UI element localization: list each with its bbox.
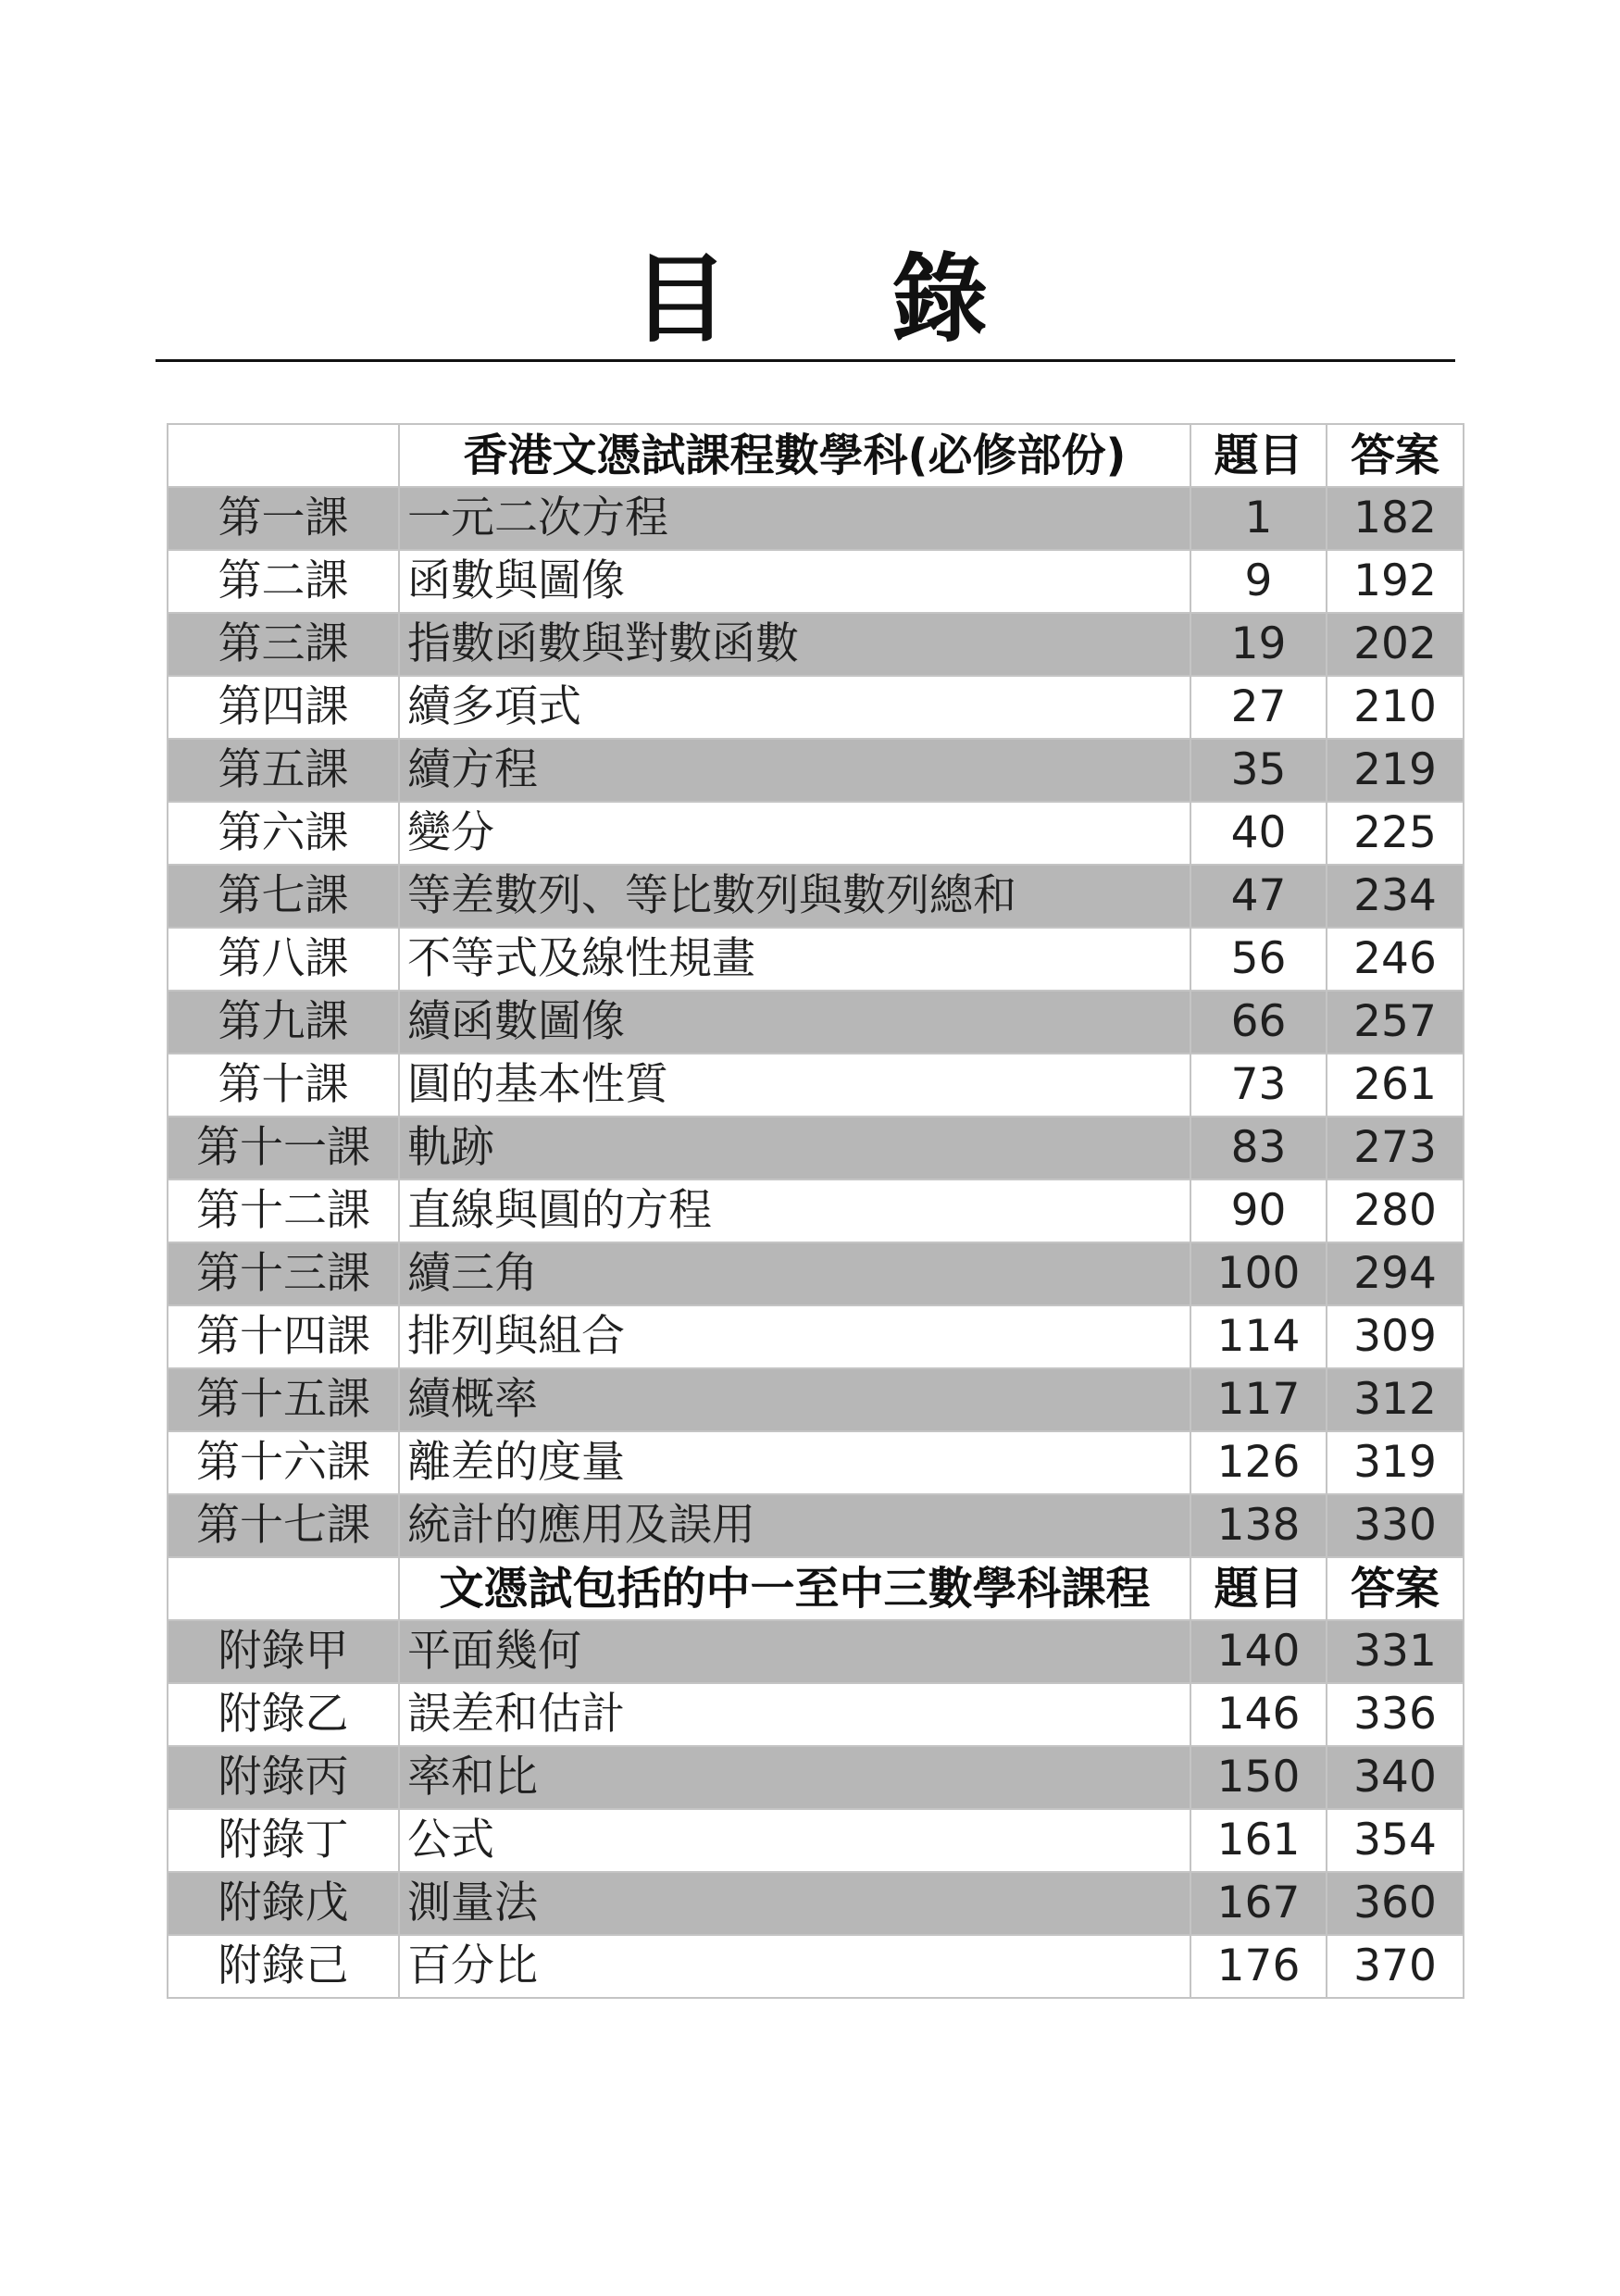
answer-page-number: 261 bbox=[1327, 1054, 1464, 1117]
toc-row[interactable] bbox=[168, 550, 1464, 613]
lesson-label: 第五課 bbox=[168, 739, 399, 802]
section-header-label bbox=[168, 1557, 399, 1620]
topic-title: 不等式及線性規畫 bbox=[399, 928, 1190, 991]
answer-page-number: 330 bbox=[1327, 1494, 1464, 1557]
toc-row[interactable] bbox=[168, 1746, 1464, 1809]
topic-title: 續函數圖像 bbox=[399, 991, 1190, 1054]
answer-page-number: 210 bbox=[1327, 676, 1464, 739]
topic-title: 統計的應用及誤用 bbox=[399, 1494, 1190, 1557]
topic-title: 函數與圖像 bbox=[399, 550, 1190, 613]
question-page-number: 35 bbox=[1190, 739, 1327, 802]
lesson-label: 第十四課 bbox=[168, 1305, 399, 1368]
answer-page-number: 312 bbox=[1327, 1368, 1464, 1431]
toc-row[interactable] bbox=[168, 1935, 1464, 1998]
lesson-label: 第一課 bbox=[168, 487, 399, 550]
lesson-label: 附錄乙 bbox=[168, 1683, 399, 1746]
question-page-number: 150 bbox=[1190, 1746, 1327, 1809]
answer-page-number: 280 bbox=[1327, 1179, 1464, 1242]
toc-row[interactable] bbox=[168, 1872, 1464, 1935]
toc-row[interactable] bbox=[168, 1242, 1464, 1305]
lesson-label: 附錄戊 bbox=[168, 1872, 399, 1935]
question-page-number: 90 bbox=[1190, 1179, 1327, 1242]
topic-title: 直線與圓的方程 bbox=[399, 1179, 1190, 1242]
topic-title: 公式 bbox=[399, 1809, 1190, 1872]
answer-page-number: 219 bbox=[1327, 739, 1464, 802]
toc-row[interactable] bbox=[168, 613, 1464, 676]
toc-row[interactable] bbox=[168, 1054, 1464, 1117]
topic-title: 平面幾何 bbox=[399, 1620, 1190, 1683]
topic-title: 指數函數與對數函數 bbox=[399, 613, 1190, 676]
lesson-label: 附錄丙 bbox=[168, 1746, 399, 1809]
toc-row[interactable] bbox=[168, 991, 1464, 1054]
question-page-number: 126 bbox=[1190, 1431, 1327, 1494]
lesson-label: 第十七課 bbox=[168, 1494, 399, 1557]
question-page-number: 138 bbox=[1190, 1494, 1327, 1557]
section-header-title: 文憑試包括的中一至中三數學科課程 bbox=[399, 1557, 1190, 1620]
answer-page-number: 354 bbox=[1327, 1809, 1464, 1872]
topic-title: 測量法 bbox=[399, 1872, 1190, 1935]
answer-page-number: 319 bbox=[1327, 1431, 1464, 1494]
toc-row[interactable] bbox=[168, 487, 1464, 550]
toc-row[interactable] bbox=[168, 865, 1464, 928]
toc-row[interactable] bbox=[168, 1809, 1464, 1872]
topic-title: 等差數列、等比數列與數列總和 bbox=[399, 865, 1190, 928]
toc-row[interactable] bbox=[168, 1620, 1464, 1683]
toc-row[interactable] bbox=[168, 1494, 1464, 1557]
lesson-label: 第八課 bbox=[168, 928, 399, 991]
lesson-label: 第四課 bbox=[168, 676, 399, 739]
toc-row[interactable] bbox=[168, 1683, 1464, 1746]
lesson-label: 第十五課 bbox=[168, 1368, 399, 1431]
toc-row[interactable] bbox=[168, 802, 1464, 865]
answer-page-number: 182 bbox=[1327, 487, 1464, 550]
answer-page-number: 257 bbox=[1327, 991, 1464, 1054]
page-title: 目 錄 bbox=[631, 243, 1053, 356]
topic-title: 續三角 bbox=[399, 1242, 1190, 1305]
lesson-label: 第三課 bbox=[168, 613, 399, 676]
question-column-header: 題目 bbox=[1190, 424, 1327, 487]
answer-page-number: 273 bbox=[1327, 1117, 1464, 1179]
section-header-row bbox=[168, 424, 1464, 487]
question-page-number: 56 bbox=[1190, 928, 1327, 991]
answer-page-number: 202 bbox=[1327, 613, 1464, 676]
lesson-label: 第九課 bbox=[168, 991, 399, 1054]
answer-page-number: 331 bbox=[1327, 1620, 1464, 1683]
section-header-row bbox=[168, 1557, 1464, 1620]
answer-page-number: 225 bbox=[1327, 802, 1464, 865]
topic-title: 誤差和估計 bbox=[399, 1683, 1190, 1746]
answer-column-header: 答案 bbox=[1327, 424, 1464, 487]
toc-row[interactable] bbox=[168, 739, 1464, 802]
answer-page-number: 192 bbox=[1327, 550, 1464, 613]
answer-page-number: 309 bbox=[1327, 1305, 1464, 1368]
lesson-label: 第七課 bbox=[168, 865, 399, 928]
question-page-number: 9 bbox=[1190, 550, 1327, 613]
lesson-label: 第十一課 bbox=[168, 1117, 399, 1179]
lesson-label: 第六課 bbox=[168, 802, 399, 865]
topic-title: 率和比 bbox=[399, 1746, 1190, 1809]
section-header-title: 香港文憑試課程數學科(必修部份) bbox=[399, 424, 1190, 487]
topic-title: 續方程 bbox=[399, 739, 1190, 802]
question-page-number: 167 bbox=[1190, 1872, 1327, 1935]
question-page-number: 47 bbox=[1190, 865, 1327, 928]
lesson-label: 第二課 bbox=[168, 550, 399, 613]
lesson-label: 第十六課 bbox=[168, 1431, 399, 1494]
answer-page-number: 246 bbox=[1327, 928, 1464, 991]
question-page-number: 73 bbox=[1190, 1054, 1327, 1117]
toc-row[interactable] bbox=[168, 1305, 1464, 1368]
topic-title: 續多項式 bbox=[399, 676, 1190, 739]
question-page-number: 40 bbox=[1190, 802, 1327, 865]
lesson-label: 第十課 bbox=[168, 1054, 399, 1117]
toc-row[interactable] bbox=[168, 676, 1464, 739]
answer-column-header: 答案 bbox=[1327, 1557, 1464, 1620]
toc-row[interactable] bbox=[168, 1117, 1464, 1179]
topic-title: 續概率 bbox=[399, 1368, 1190, 1431]
question-column-header: 題目 bbox=[1190, 1557, 1327, 1620]
lesson-label: 附錄甲 bbox=[168, 1620, 399, 1683]
question-page-number: 83 bbox=[1190, 1117, 1327, 1179]
question-page-number: 1 bbox=[1190, 487, 1327, 550]
table-of-contents bbox=[167, 423, 1464, 1999]
question-page-number: 27 bbox=[1190, 676, 1327, 739]
answer-page-number: 340 bbox=[1327, 1746, 1464, 1809]
lesson-label: 附錄丁 bbox=[168, 1809, 399, 1872]
question-page-number: 140 bbox=[1190, 1620, 1327, 1683]
answer-page-number: 336 bbox=[1327, 1683, 1464, 1746]
question-page-number: 176 bbox=[1190, 1935, 1327, 1998]
question-page-number: 146 bbox=[1190, 1683, 1327, 1746]
topic-title: 一元二次方程 bbox=[399, 487, 1190, 550]
topic-title: 圓的基本性質 bbox=[399, 1054, 1190, 1117]
toc-row[interactable] bbox=[168, 1179, 1464, 1242]
lesson-label: 第十二課 bbox=[168, 1179, 399, 1242]
title-divider bbox=[156, 359, 1455, 362]
lesson-label: 附錄己 bbox=[168, 1935, 399, 1998]
answer-page-number: 370 bbox=[1327, 1935, 1464, 1998]
answer-page-number: 234 bbox=[1327, 865, 1464, 928]
section-header-label bbox=[168, 424, 399, 487]
question-page-number: 117 bbox=[1190, 1368, 1327, 1431]
topic-title: 變分 bbox=[399, 802, 1190, 865]
topic-title: 軌跡 bbox=[399, 1117, 1190, 1179]
lesson-label: 第十三課 bbox=[168, 1242, 399, 1305]
toc-row[interactable] bbox=[168, 1431, 1464, 1494]
topic-title: 百分比 bbox=[399, 1935, 1190, 1998]
topic-title: 離差的度量 bbox=[399, 1431, 1190, 1494]
toc-row[interactable] bbox=[168, 928, 1464, 991]
question-page-number: 100 bbox=[1190, 1242, 1327, 1305]
toc-body bbox=[168, 424, 1464, 1998]
toc-row[interactable] bbox=[168, 1368, 1464, 1431]
question-page-number: 114 bbox=[1190, 1305, 1327, 1368]
question-page-number: 66 bbox=[1190, 991, 1327, 1054]
answer-page-number: 294 bbox=[1327, 1242, 1464, 1305]
answer-page-number: 360 bbox=[1327, 1872, 1464, 1935]
question-page-number: 19 bbox=[1190, 613, 1327, 676]
question-page-number: 161 bbox=[1190, 1809, 1327, 1872]
topic-title: 排列與組合 bbox=[399, 1305, 1190, 1368]
